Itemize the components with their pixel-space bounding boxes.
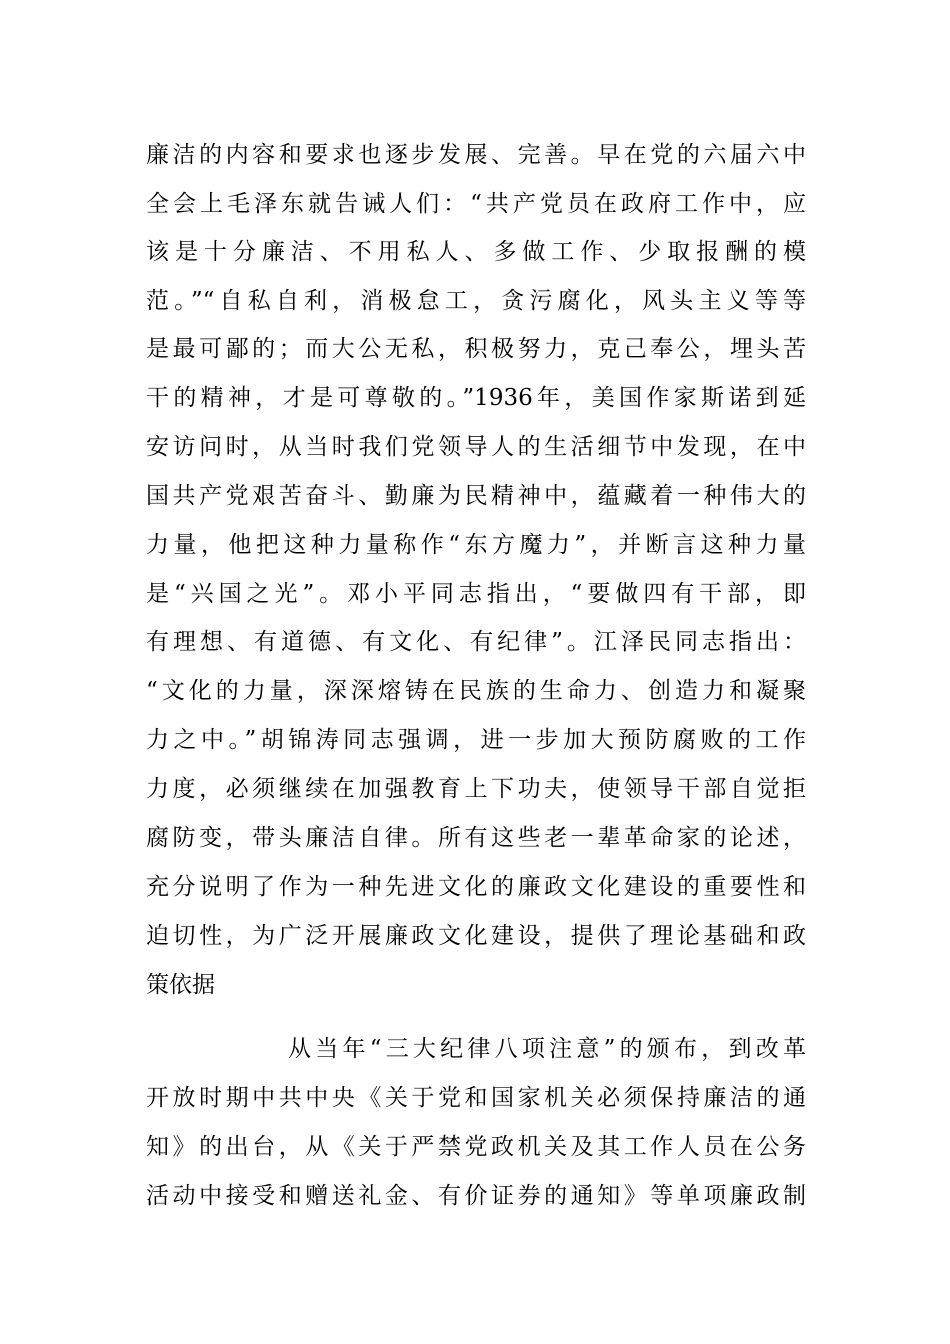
paragraph-1-line-1: 廉洁的内容和要求也逐步发展、完善。早在党的六届六中: [146, 142, 806, 168]
paragraph-1-line-16: 充分说明了作为一种先进文化的廉政文化建设的重要性和: [146, 874, 806, 900]
paragraph-1-line-15: 腐防变，带头廉洁自律。所有这些老一辈革命家的论述，: [146, 825, 806, 851]
paragraph-1-line-10: 是“兴国之光”。邓小平同志指出，“要做四有干部，即: [146, 581, 806, 607]
paragraph-1-line-9: 力量，他把这种力量称作“东方魔力”，并断言这种力量: [146, 532, 806, 558]
paragraph-1-line-3: 该是十分廉洁、不用私人、多做工作、少取报酬的模: [146, 239, 806, 265]
paragraph-2-line-3: 知》的出台，从《关于严禁党政机关及其工作人员在公务: [146, 1134, 806, 1160]
paragraph-1-line-6: 干的精神，才是可尊敬的。”1936年，美国作家斯诺到延: [146, 385, 806, 411]
paragraph-1-line-7: 安访问时，从当时我们党领导人的生活细节中发现，在中: [146, 434, 806, 460]
paragraph-2-line-1: 从当年“三大纪律八项注意”的颁布，到改革: [288, 1036, 806, 1062]
paragraph-1-line-11: 有理想、有道德、有文化、有纪律”。江泽民同志指出：: [146, 629, 806, 655]
paragraph-2-line-2: 开放时期中共中央《关于党和国家机关必须保持廉洁的通: [146, 1085, 806, 1111]
paragraph-1-line-2: 全会上毛泽东就告诫人们：“共产党员在政府工作中，应: [146, 191, 806, 217]
paragraph-1-line-4: 范。”“自私自利，消极怠工，贪污腐化，风头主义等等: [146, 288, 806, 314]
paragraph-1-line-14: 力度，必须继续在加强教育上下功夫，使领导干部自觉拒: [146, 776, 806, 802]
paragraph-2-line-4: 活动中接受和赠送礼金、有价证券的通知》等单项廉政制: [146, 1183, 806, 1209]
paragraph-1-line-18: 策依据: [146, 972, 215, 998]
paragraph-1-line-17: 迫切性，为广泛开展廉政文化建设，提供了理论基础和政: [146, 923, 806, 949]
paragraph-1-line-8: 国共产党艰苦奋斗、勤廉为民精神中，蕴藏着一种伟大的: [146, 483, 806, 509]
paragraph-1-line-13: 力之中。”胡锦涛同志强调，进一步加大预防腐败的工作: [146, 727, 806, 753]
paragraph-1-line-5: 是最可鄙的；而大公无私，积极努力，克己奉公，埋头苦: [146, 336, 806, 362]
paragraph-1-line-12: “文化的力量，深深熔铸在民族的生命力、创造力和凝聚: [146, 678, 806, 704]
